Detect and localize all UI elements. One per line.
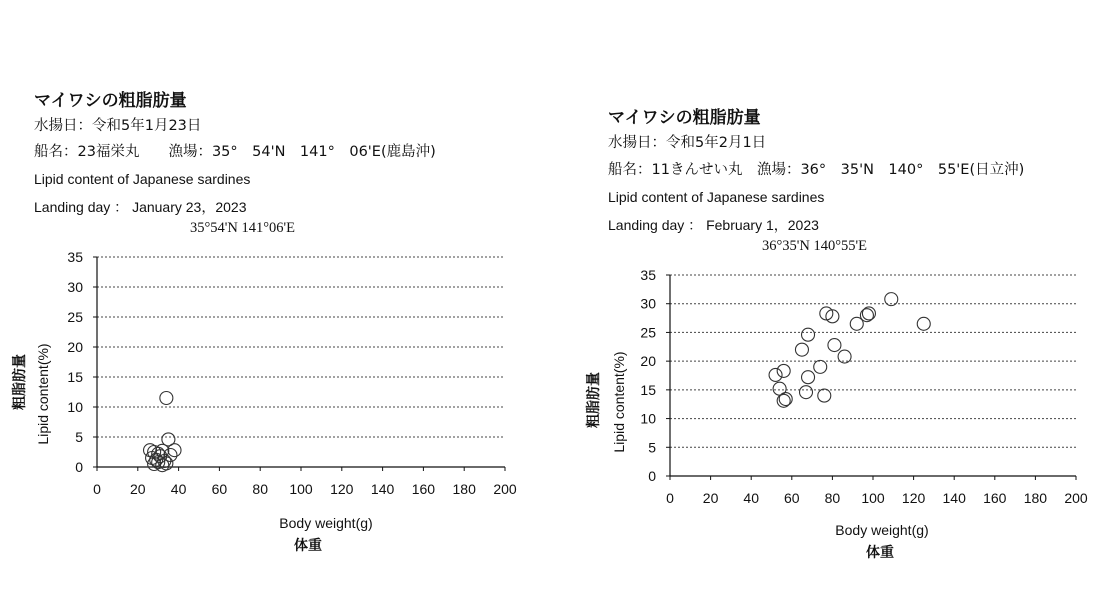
- y-axis-label-en: Lipid content(%): [35, 343, 51, 445]
- y-axis-label-jp: 粗脂肪量: [12, 354, 28, 410]
- chart-title-en: Lipid content of Japanese sardines: [34, 171, 251, 187]
- x-tick-label: 20: [702, 490, 719, 506]
- x-tick-label: 0: [666, 490, 674, 506]
- x-tick-label: 60: [784, 490, 800, 506]
- data-point: [802, 328, 815, 341]
- plot-area: [640, 267, 1087, 506]
- data-point: [800, 386, 813, 399]
- chart-coordinates: 35°54'N 141°06'E: [190, 220, 296, 236]
- chart-title-en: Lipid content of Japanese sardines: [608, 189, 825, 205]
- chart-title-jp: マイワシの粗脂肪量: [34, 91, 187, 111]
- x-tick-label: 180: [1023, 490, 1048, 506]
- data-point: [814, 360, 827, 373]
- chart-coordinates: 36°35'N 140°55'E: [762, 238, 868, 254]
- y-tick-label: 15: [640, 381, 656, 398]
- y-tick-label: 35: [640, 267, 656, 283]
- data-point: [850, 317, 863, 330]
- y-tick-label: 25: [640, 324, 656, 341]
- y-tick-label: 20: [67, 339, 83, 355]
- x-axis-label-jp: 体重: [866, 545, 894, 561]
- x-tick-label: 200: [493, 481, 517, 497]
- x-axis-label-en: Body weight(g): [279, 515, 373, 531]
- data-point: [795, 343, 808, 356]
- y-tick-label: 30: [67, 279, 83, 295]
- x-tick-label: 140: [942, 490, 966, 506]
- x-tick-label: 80: [824, 490, 841, 506]
- x-tick-label: 0: [93, 481, 101, 497]
- x-tick-label: 40: [170, 481, 187, 497]
- data-point: [802, 371, 815, 384]
- x-tick-label: 20: [130, 481, 146, 497]
- chart-title-jp: マイワシの粗脂肪量: [608, 108, 761, 128]
- x-tick-label: 100: [289, 481, 313, 497]
- data-point: [828, 339, 841, 352]
- y-tick-label: 5: [75, 429, 83, 445]
- y-tick-label: 35: [67, 249, 83, 265]
- landing-date-jp: 水揚日：令和5年1月23日: [34, 118, 202, 134]
- data-point: [917, 317, 930, 330]
- x-tick-label: 180: [452, 481, 476, 497]
- data-point: [777, 364, 790, 377]
- x-tick-label: 60: [211, 481, 228, 497]
- data-point: [838, 350, 851, 363]
- y-tick-label: 10: [67, 399, 83, 415]
- landing-date-en: Landing day ： February 1，2023: [608, 217, 819, 233]
- y-tick-label: 15: [67, 369, 83, 385]
- vessel-info-jp: 船名：23福栄丸 漁場：35° 54'N 141° 06'E(鹿島沖): [34, 144, 436, 160]
- landing-date-jp: 水揚日：令和5年2月1日: [608, 135, 767, 151]
- y-tick-label: 25: [67, 309, 83, 325]
- x-tick-label: 160: [411, 481, 436, 497]
- y-tick-label: 30: [640, 295, 656, 312]
- vessel-info-jp: 船名：11きんせい丸 漁場：36° 35'N 140° 55'E(日立沖): [608, 162, 1025, 178]
- y-tick-label: 10: [640, 410, 656, 427]
- x-axis-label-jp: 体重: [294, 538, 322, 554]
- chart-panel-right: [550, 0, 1100, 609]
- x-tick-label: 200: [1064, 490, 1088, 506]
- data-point: [160, 392, 173, 405]
- scatter-plot-right: [550, 0, 1100, 609]
- y-tick-label: 20: [640, 353, 656, 370]
- y-tick-label: 5: [648, 439, 656, 456]
- plot-area: [67, 249, 516, 497]
- x-tick-label: 100: [861, 490, 885, 506]
- x-tick-label: 140: [370, 481, 395, 497]
- y-axis-label-jp: 粗脂肪量: [586, 372, 602, 428]
- y-tick-label: 0: [648, 468, 656, 484]
- landing-date-en: Landing day ： January 23，2023: [34, 199, 247, 215]
- x-tick-label: 40: [743, 490, 759, 506]
- x-axis-label-en: Body weight(g): [835, 522, 929, 538]
- y-tick-label: 0: [75, 459, 83, 475]
- x-tick-label: 120: [901, 490, 926, 506]
- y-axis-label-en: Lipid content(%): [611, 351, 627, 453]
- x-tick-label: 80: [252, 481, 268, 497]
- data-point: [818, 389, 831, 402]
- x-tick-label: 160: [983, 490, 1007, 506]
- x-tick-label: 120: [330, 481, 354, 497]
- data-point: [769, 368, 782, 381]
